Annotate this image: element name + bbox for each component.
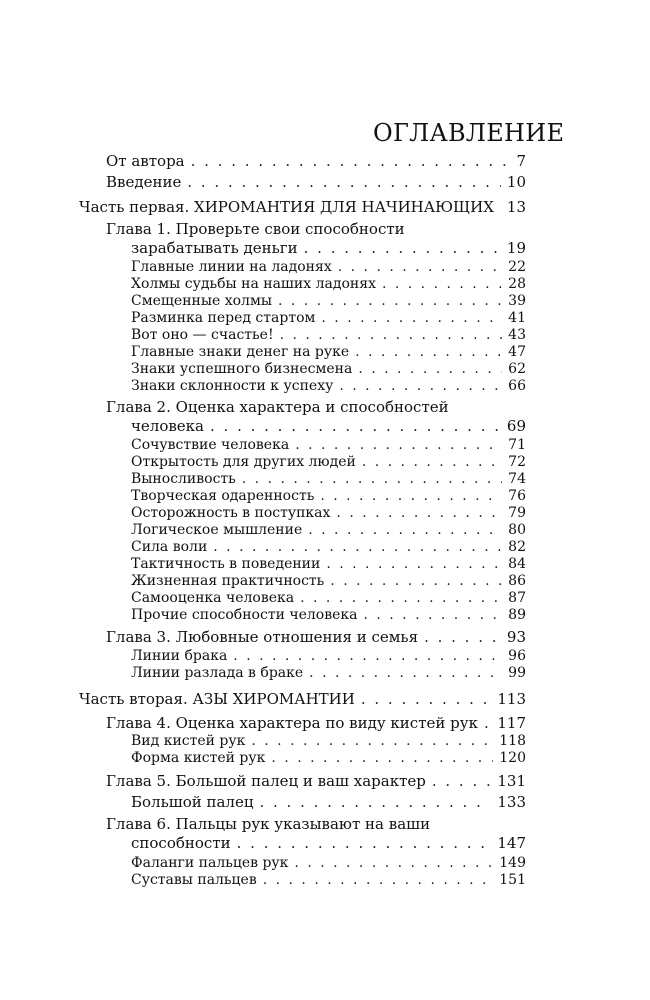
toc-entry-title: Логическое мышление [131,522,303,538]
toc-entry-title: Знаки склонности к успеху [131,378,334,394]
toc-part-title: Часть первая. ХИРОМАНТИЯ ДЛЯ НАЧИНАЮЩИХ [79,198,494,216]
toc-entry-title: Глава 5. Большой палец и ваш характер [106,772,426,790]
leader-dots [233,648,502,664]
toc-entry-title: Сочувствие человека [131,437,290,453]
toc-entry-title: Главные знаки денег на руке [131,344,350,360]
toc-subentry[interactable] [131,750,526,766]
toc-entry-title: Выносливость [131,471,236,487]
toc-entry-title: Осторожность в поступках [131,505,331,521]
toc-entry-page: 7 [516,152,526,170]
leader-dots [432,772,492,790]
toc-entry-title: Большой палец [131,793,254,811]
toc-entry-title: Смещенные холмы [131,293,272,309]
toc-entry-page: 131 [497,772,526,790]
toc-entry-page: 41 [508,310,526,326]
toc-subentry[interactable] [131,855,526,871]
toc-subentry[interactable] [131,310,526,326]
leader-dots [271,750,493,766]
leader-dots [358,361,502,377]
toc-part-page: 113 [497,690,526,708]
toc-subentry[interactable] [131,471,526,487]
toc-entry-title: От автора [106,152,185,170]
toc-subentry[interactable] [131,344,526,360]
leader-dots [294,855,493,871]
toc-entry-title: Тактичность в поведении [131,556,321,572]
leader-dots [339,378,502,394]
toc-entry-title: Форма кистей рук [131,750,266,766]
leader-dots [336,505,502,521]
toc-entry-title: Вот оно — счастье! [131,327,274,343]
toc-subentry[interactable] [131,793,526,811]
toc-subentry[interactable] [131,522,526,538]
leader-dots [361,690,492,708]
toc-subentry[interactable] [131,573,526,589]
toc-subentry[interactable] [131,276,526,292]
toc-entry-title: Введение [106,173,182,191]
toc-entry-title: Фаланги пальцев рук [131,855,289,871]
leader-dots [338,259,502,275]
toc-chapter-6[interactable] [131,834,526,852]
toc-entry-page: 71 [508,437,526,453]
toc-entry-page: 62 [508,361,526,377]
toc-subentry[interactable] [131,648,526,664]
leader-dots [382,276,502,292]
leader-dots [295,437,502,453]
leader-dots [320,488,502,504]
toc-entry-page: 79 [508,505,526,521]
leader-dots [484,714,491,732]
toc-entry-page: 66 [508,378,526,394]
toc-chapter-1[interactable] [131,239,526,257]
toc-entry-page: 80 [508,522,526,538]
toc-entry-page: 74 [508,471,526,487]
toc-entry-title: Главные линии на ладонях [131,259,332,275]
toc-subentry[interactable] [131,733,526,749]
toc-entry-title: способности [131,834,231,852]
toc-entry-page: 149 [499,855,526,871]
toc-entry-page: 76 [508,488,526,504]
leader-dots [308,522,502,538]
toc-entry-page: 93 [506,628,526,646]
toc-entry-title: Глава 4. Оценка характера по виду кистей рук [106,714,478,732]
toc-entry-page: 96 [508,648,526,664]
leader-dots [424,628,501,646]
toc-chapter-2[interactable] [131,417,526,435]
leader-dots [242,471,502,487]
toc-entry-page: 133 [497,793,526,811]
toc-entry-page: 147 [497,834,526,852]
toc-subentry[interactable] [131,437,526,453]
toc-entry-page: 89 [508,607,526,623]
leader-dots [210,417,501,435]
leader-dots [213,539,502,555]
toc-entry-page: 118 [499,733,526,749]
toc-entry-title: Суставы пальцев [131,872,257,888]
leader-dots [362,454,502,470]
leader-dots [263,872,494,888]
toc-entry-page: 22 [508,259,526,275]
toc-subentry[interactable] [131,259,526,275]
leader-dots [280,327,503,343]
leader-dots [355,344,502,360]
toc-entry-page: 47 [508,344,526,360]
toc-entry-title: Разминка перед стартом [131,310,316,326]
toc-chapter-3[interactable] [106,628,526,646]
toc-chapter-6-line1[interactable]: Глава 6. Пальцы рук указывают на ваши [106,815,431,833]
toc-entry-page: 43 [508,327,526,343]
toc-entry-title: Открытость для других людей [131,454,356,470]
toc-entry-title: Жизненная практичность [131,573,325,589]
toc-entry[interactable] [106,152,526,170]
toc-entry-page: 117 [497,714,526,732]
toc-entry-title: Знаки успешного бизнесмена [131,361,353,377]
toc-entry-page: 10 [506,173,526,191]
toc-entry-page: 120 [499,750,526,766]
toc-entry-page: 99 [508,665,526,681]
toc-entry-page: 87 [508,590,526,606]
toc-entry-title: Вид кистей рук [131,733,246,749]
leader-dots [321,310,502,326]
leader-dots [326,556,502,572]
leader-dots [251,733,493,749]
toc-entry[interactable] [106,173,526,191]
toc-entry-title: Творческая одаренность [131,488,315,504]
toc-subentry[interactable] [131,607,526,623]
toc-chapter-5[interactable] [106,772,526,790]
toc-subentry[interactable] [131,378,526,394]
toc-entry-title: Линии брака [131,648,228,664]
leader-dots [500,198,501,216]
toc-entry-title: человека [131,417,204,435]
toc-subentry[interactable] [131,539,526,555]
leader-dots [330,573,502,589]
leader-dots [191,152,511,170]
toc-entry-title: Холмы судьбы на наших ладонях [131,276,376,292]
toc-entry-page: 19 [506,239,526,257]
leader-dots [363,607,502,623]
toc-chapter-1-line1[interactable]: Глава 1. Проверьте свои способности [106,220,405,238]
toc-subentry[interactable] [131,872,526,888]
toc-part-1[interactable] [79,198,526,216]
toc-entry-title: зарабатывать деньги [131,239,298,257]
toc-entry-title: Глава 3. Любовные отношения и семья [106,628,419,646]
toc-entry-page: 82 [508,539,526,555]
toc-entry-page: 72 [508,454,526,470]
toc-chapter-2-line1[interactable]: Глава 2. Оценка характера и способностей [106,398,449,416]
toc-part-page: 13 [506,198,526,216]
leader-dots [259,793,491,811]
toc-subentry[interactable] [131,293,526,309]
toc-entry-page: 69 [506,417,526,435]
toc-part-title: Часть вторая. АЗЫ ХИРОМАНТИИ [79,690,355,708]
toc-subentry[interactable] [131,556,526,572]
leader-dots [300,590,502,606]
toc-part-2[interactable] [79,690,526,708]
toc-entry-page: 86 [508,573,526,589]
leader-dots [237,834,492,852]
toc-entry-title: Прочие способности человека [131,607,358,623]
leader-dots [304,239,501,257]
toc-subentry[interactable] [131,505,526,521]
toc-subentry[interactable] [131,590,526,606]
toc-entry-page: 151 [499,872,526,888]
toc-entry-title: Самооценка человека [131,590,295,606]
page-title: ОГЛАВЛЕНИЕ [373,119,565,147]
toc-subentry[interactable] [131,488,526,504]
toc-subentry[interactable] [131,327,526,343]
toc-subentry[interactable] [131,665,526,681]
toc-entry-title: Сила воли [131,539,208,555]
leader-dots [278,293,502,309]
toc-entry-title: Линии разлада в браке [131,665,304,681]
toc-entry-page: 84 [508,556,526,572]
toc-chapter-4[interactable] [106,714,526,732]
leader-dots [309,665,502,681]
toc-subentry[interactable] [131,454,526,470]
leader-dots [187,173,501,191]
toc-entry-page: 28 [508,276,526,292]
toc-entry-page: 39 [508,293,526,309]
toc-subentry[interactable] [131,361,526,377]
